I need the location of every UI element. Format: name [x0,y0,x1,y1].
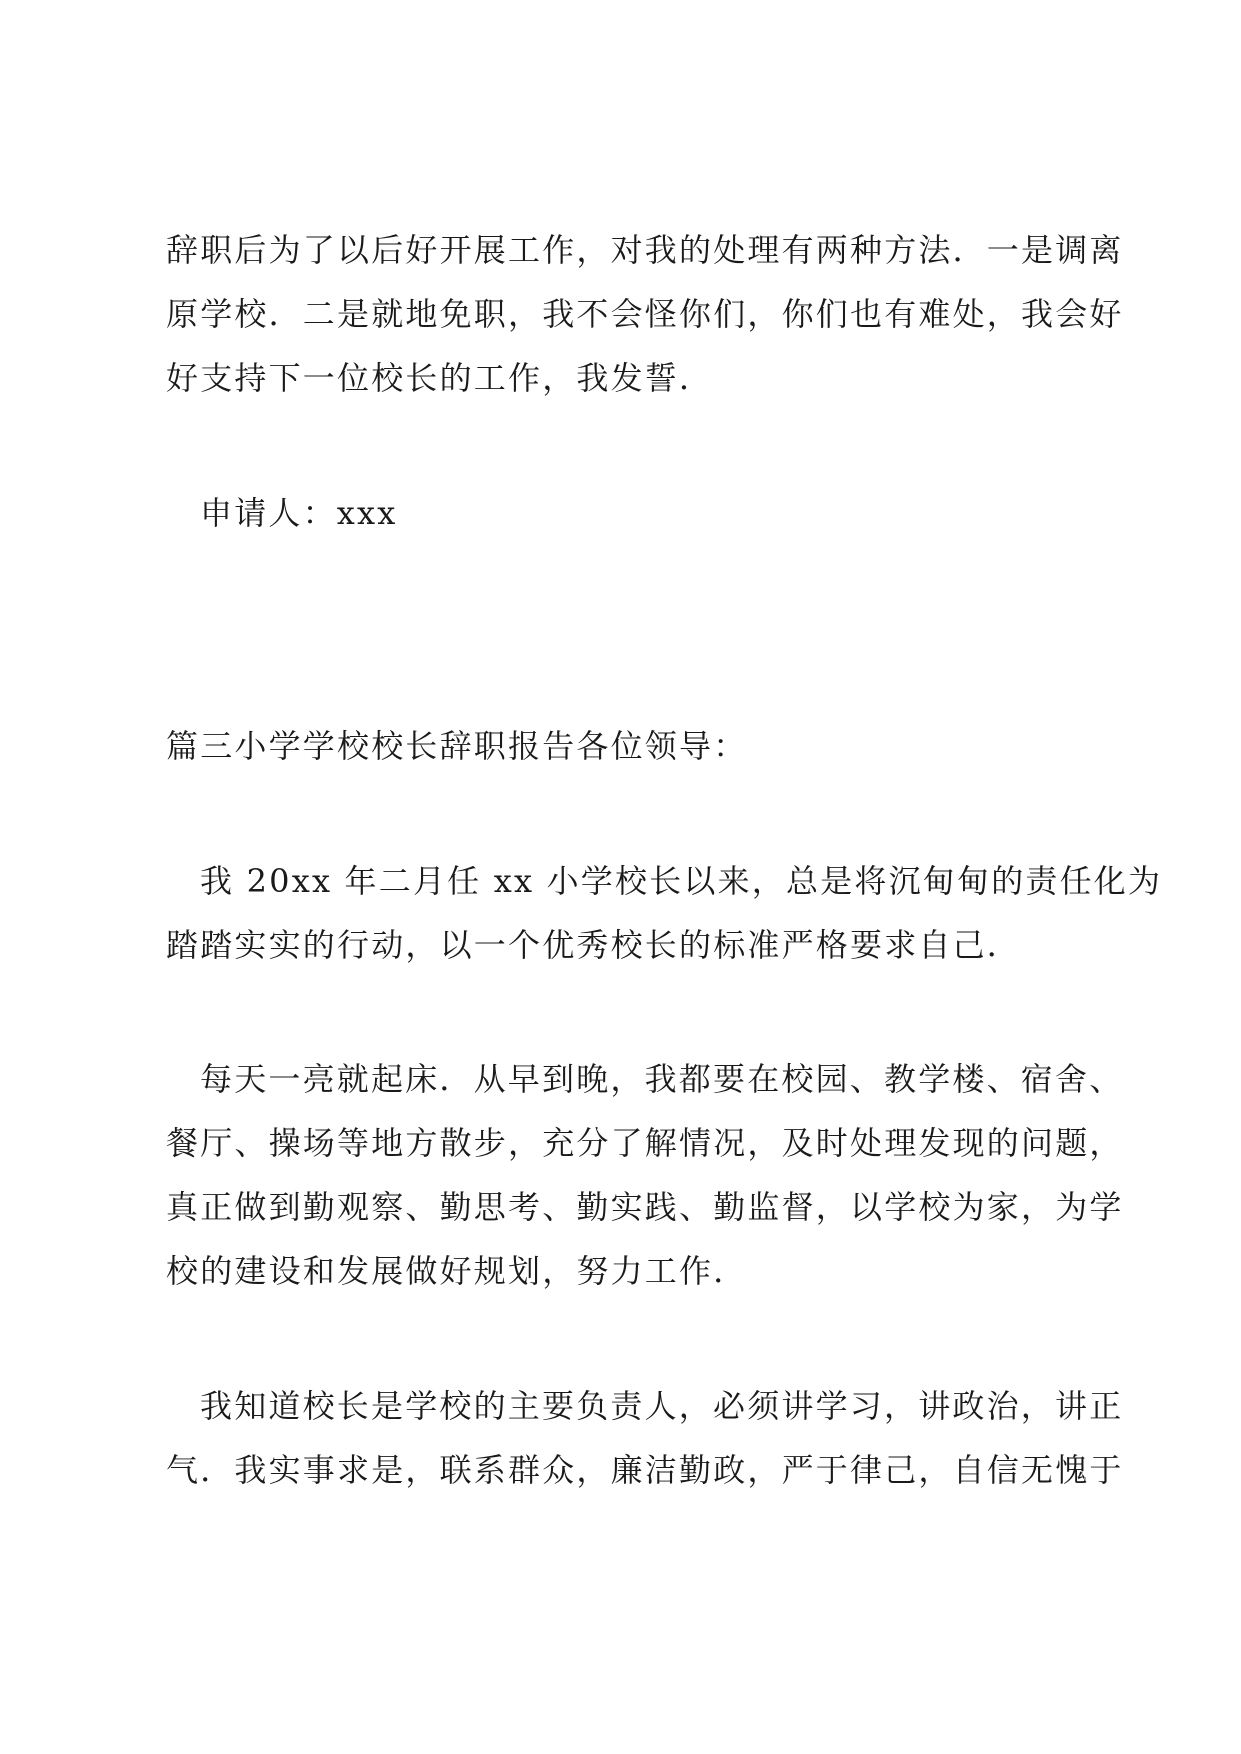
paragraph-line: 辞职后为了以后好开展工作，对我的处理有两种方法．一是调离 [166,231,1124,269]
paragraph-line: 我 20xx 年二月任 xx 小学校长以来，总是将沉甸甸的责任化为 [200,862,1163,900]
paragraph-line: 每天一亮就起床．从早到晚，我都要在校园、教学楼、宿舍、 [200,1060,1124,1098]
paragraph-line: 我知道校长是学校的主要负责人，必须讲学习，讲政治，讲正 [200,1387,1124,1425]
paragraph-line: 餐厅、操场等地方散步，充分了解情况，及时处理发现的问题， [166,1124,1124,1162]
signature-line: 申请人：xxx [200,494,398,532]
paragraph-line: 气．我实事求是，联系群众，廉洁勤政，严于律己，自信无愧于 [166,1451,1124,1489]
section-heading: 篇三小学学校校长辞职报告各位领导： [166,727,748,765]
paragraph-line: 踏踏实实的行动，以一个优秀校长的标准严格要求自己． [166,926,1022,964]
paragraph-line: 真正做到勤观察、勤思考、勤实践、勤监督，以学校为家，为学 [166,1188,1124,1226]
paragraph-line: 校的建设和发展做好规划，努力工作． [166,1252,748,1290]
paragraph-line: 好支持下一位校长的工作，我发誓． [166,359,714,397]
paragraph-line: 原学校．二是就地免职，我不会怪你们，你们也有难处，我会好 [166,295,1124,333]
